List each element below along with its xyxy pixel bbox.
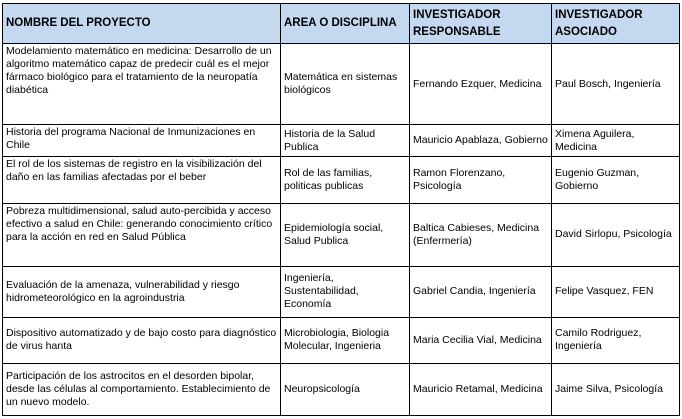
header-project-name: NOMBRE DEL PROYECTO — [3, 4, 281, 44]
table-row — [3, 157, 680, 204]
header-responsible-researcher: INVESTIGADOR RESPONSABLE — [410, 4, 552, 44]
area-cell: Matemática en sistemas biológicos — [281, 44, 410, 125]
responsible-cell: Ramon Florenzano, Psicología — [410, 157, 552, 204]
project-name-cell: Dispositivo automatizado y de bajo costo para diagnóstico de virus hanta — [3, 317, 281, 363]
header-associate-researcher: INVESTIGADOR ASOCIADO — [552, 4, 680, 44]
area-cell: Epidemiología social, Salud Publica — [281, 204, 410, 266]
area-cell: Ingeniería, Sustentabilidad, Economía — [281, 266, 410, 317]
project-name-cell: Pobreza multidimensional, salud auto-percibida y acceso efectivo a salud en Chile: generando conocimiento crítico para la acción en red en Salud Pública — [3, 204, 281, 266]
table-row — [3, 266, 680, 317]
table-row — [3, 204, 680, 266]
table-row — [3, 317, 680, 363]
responsible-cell: Gabriel Candia, Ingeniería — [410, 266, 552, 317]
associate-cell: Paul Bosch, Ingeniería — [552, 44, 680, 125]
project-name-cell: Participación de los astrocitos en el desorden bipolar, desde las células al comportamiento. Establecimiento de un nuevo modelo. — [3, 363, 281, 415]
associate-cell: Jaime Silva, Psicología — [552, 363, 680, 415]
projects-table — [2, 3, 680, 416]
area-cell: Historia de la Salud Publica — [281, 125, 410, 157]
table-row — [3, 44, 680, 125]
area-cell: Rol de las familias, politicas publicas — [281, 157, 410, 204]
responsible-cell: Mauricio Apablaza, Gobierno — [410, 125, 552, 157]
responsible-cell: Baltica Cabieses, Medicina (Enfermería) — [410, 204, 552, 266]
associate-cell: David Sirlopu, Psicología — [552, 204, 680, 266]
table-row — [3, 125, 680, 157]
table-header-row — [3, 4, 680, 44]
associate-cell: Ximena Aguilera, Medicina — [552, 125, 680, 157]
table-row — [3, 363, 680, 415]
header-area: AREA O DISCIPLINA — [281, 4, 410, 44]
responsible-cell: Fernando Ezquer, Medicina — [410, 44, 552, 125]
project-name-cell: Evaluación de la amenaza, vulnerabilidad y riesgo hidrometeorológico en la agroindustria — [3, 266, 281, 317]
associate-cell: Felipe Vasquez, FEN — [552, 266, 680, 317]
associate-cell: Eugenio Guzman, Gobierno — [552, 157, 680, 204]
responsible-cell: Mauricio Retamal, Medicina — [410, 363, 552, 415]
project-name-cell: El rol de los sistemas de registro en la visibilización del daño en las familias afectadas por el beber — [3, 157, 281, 204]
area-cell: Microbiologia, Biologia Molecular, Ingenieria — [281, 317, 410, 363]
associate-cell: Camilo Rodriguez, Ingeniería — [552, 317, 680, 363]
area-cell: Neuropsicología — [281, 363, 410, 415]
project-name-cell: Modelamiento matemático en medicina: Desarrollo de un algoritmo matemático capaz de predecir cuál es el mejor fármaco biológico para el tratamiento de la neuropatía diabética — [3, 44, 281, 125]
project-name-cell: Historia del programa Nacional de Inmunizaciones en Chile — [3, 125, 281, 157]
responsible-cell: Maria Cecilia Vial, Medicina — [410, 317, 552, 363]
